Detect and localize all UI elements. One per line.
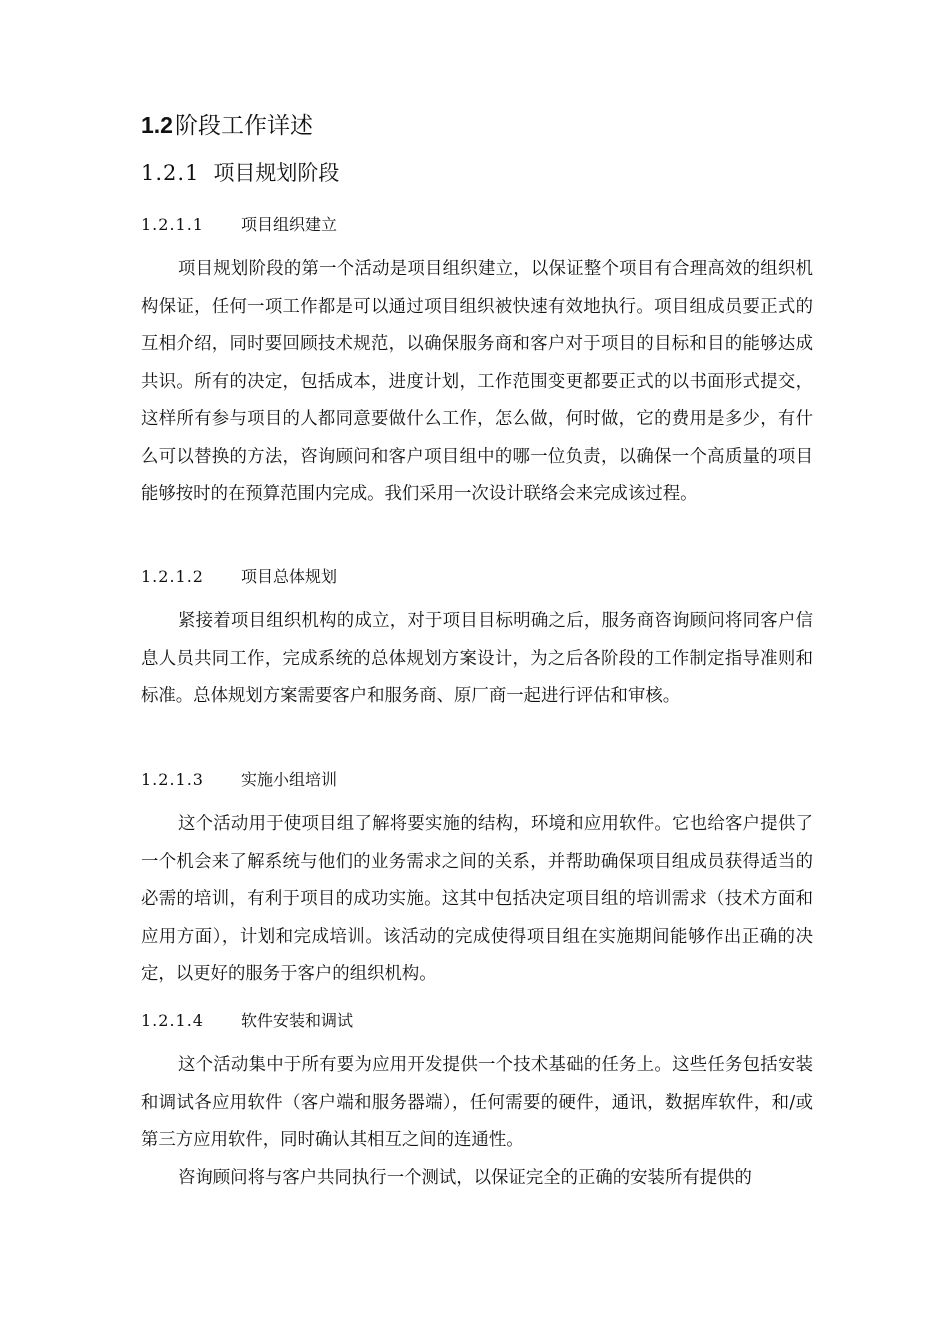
paragraph-overall-planning: 紧接着项目组织机构的成立，对于项目目标明确之后，服务商咨询顾问将同客户信息人员共同工作，完成系统的总体规划方案设计，为之后各阶段的工作制定指导准则和标准。总体规划方案需要客户和服务商、原厂商一起进行评估和审核。 — [141, 611, 813, 706]
section-heading-1-2 — [141, 108, 313, 143]
heading-1-2-1-2 — [141, 564, 337, 590]
subsection-number: 1.2.1 — [141, 161, 200, 185]
paragraph-project-organization: 项目规划阶段的第一个活动是项目组织建立，以保证整个项目有合理高效的组织机构保证，任何一项工作都是可以通过项目组织被快速有效地执行。项目组成员要正式的互相介绍，同时要回顾技术规范，以确保服务商和客户对于项目的目标和目的能够达成共识。所有的决定，包括成本，进度计划，工作范围变更都要正式的以书面形式提交，这样所有参与项目的人都同意要做什么工作，怎么做，何时做，它的费用是多少，有什么可以替换的方法，咨询顾问和客户项目组中的哪一位负责，以确保一个高质量的项目能够按时的在预算范围内完成。我们采用一次设计联络会来完成该过程。 — [141, 259, 813, 504]
heading-title: 软件安装和调试 — [241, 1011, 354, 1030]
heading-1-2-1-3 — [141, 767, 337, 793]
paragraph-software-installation: 这个活动集中于所有要为应用开发提供一个技术基础的任务上。这些任务包括安装和调试各应用软件（客户端和服务器端），任何需要的硬件，通讯，数据库软件，和/或第三方应用软件，同时确认其相互之间的连通性。 — [141, 1055, 813, 1150]
heading-title: 项目组织建立 — [241, 215, 338, 234]
subsection-heading-1-2-1 — [141, 156, 339, 190]
heading-number: 1.2.1.1 — [141, 215, 204, 234]
paragraph-testing: 咨询顾问将与客户共同执行一个测试，以保证完全的正确的安装所有提供的 — [178, 1168, 752, 1188]
heading-number: 1.2.1.4 — [141, 1011, 204, 1030]
heading-title: 实施小组培训 — [241, 770, 338, 789]
heading-number: 1.2.1.2 — [141, 567, 204, 586]
heading-number: 1.2.1.3 — [141, 770, 204, 789]
section-number: 1.2 — [141, 112, 173, 138]
subsection-title: 项目规划阶段 — [213, 161, 340, 185]
heading-1-2-1-1 — [141, 212, 337, 238]
heading-title: 项目总体规划 — [241, 567, 338, 586]
section-title: 阶段工作详述 — [174, 113, 313, 139]
heading-1-2-1-4 — [141, 1008, 353, 1034]
paragraph-team-training: 这个活动用于使项目组了解将要实施的结构，环境和应用软件。它也给客户提供了一个机会来了解系统与他们的业务需求之间的关系，并帮助确保项目组成员获得适当的必需的培训，有利于项目的成功实施。这其中包括决定项目组的培训需求（技术方面和应用方面），计划和完成培训。该活动的完成使得项目组在实施期间能够作出正确的决定，以更好的服务于客户的组织机构。 — [141, 814, 813, 984]
